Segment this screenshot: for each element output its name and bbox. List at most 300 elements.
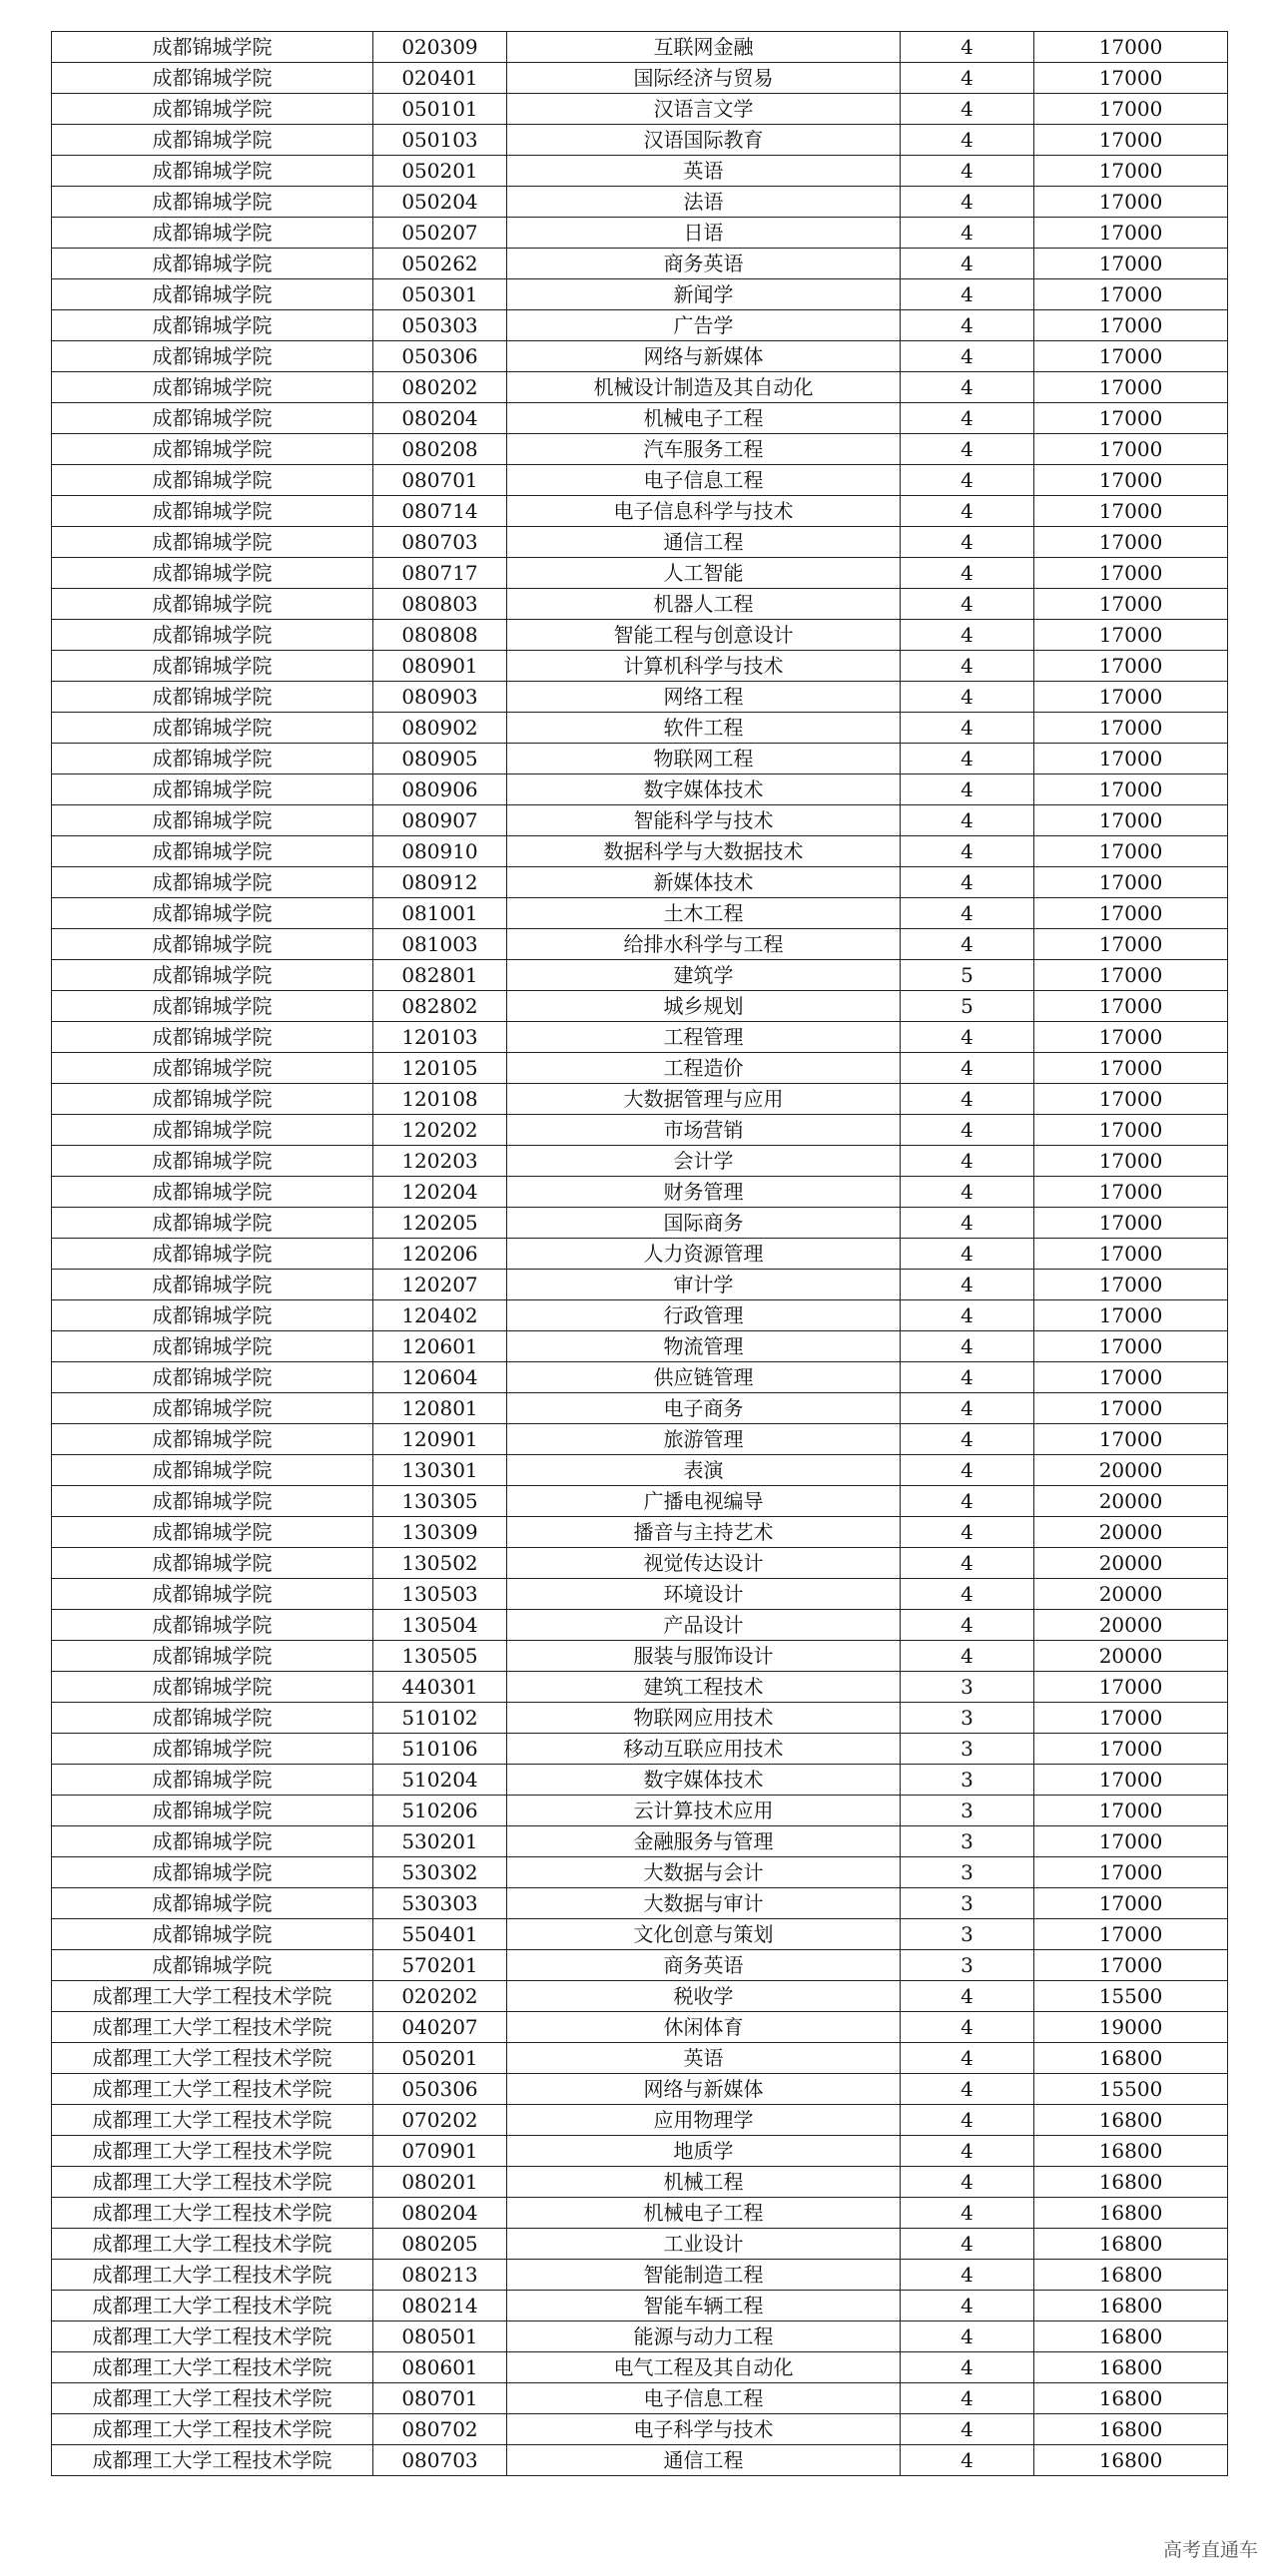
major-name-cell: 机械设计制造及其自动化 bbox=[507, 372, 901, 403]
major-name-cell: 休闲体育 bbox=[507, 2012, 901, 2043]
table-row bbox=[52, 1548, 1228, 1579]
tuition-cell: 17000 bbox=[1034, 1424, 1228, 1455]
school-cell: 成都锦城学院 bbox=[52, 465, 373, 496]
tuition-cell: 17000 bbox=[1034, 651, 1228, 682]
major-name-cell: 商务英语 bbox=[507, 249, 901, 279]
duration-cell: 4 bbox=[901, 63, 1034, 94]
duration-cell: 4 bbox=[901, 2012, 1034, 2043]
school-cell: 成都锦城学院 bbox=[52, 1270, 373, 1300]
school-cell: 成都锦城学院 bbox=[52, 1796, 373, 1826]
major-code-cell: 510102 bbox=[373, 1703, 507, 1734]
major-name-cell: 电子科学与技术 bbox=[507, 2414, 901, 2445]
tuition-cell: 17000 bbox=[1034, 341, 1228, 372]
major-name-cell: 物联网应用技术 bbox=[507, 1703, 901, 1734]
major-name-cell: 网络与新媒体 bbox=[507, 341, 901, 372]
tuition-cell: 17000 bbox=[1034, 1765, 1228, 1796]
table-row bbox=[52, 2105, 1228, 2136]
duration-cell: 4 bbox=[901, 2260, 1034, 2291]
school-cell: 成都锦城学院 bbox=[52, 1053, 373, 1084]
major-name-cell: 大数据管理与应用 bbox=[507, 1084, 901, 1115]
tuition-cell: 17000 bbox=[1034, 1703, 1228, 1734]
duration-cell: 4 bbox=[901, 1424, 1034, 1455]
tuition-cell: 17000 bbox=[1034, 465, 1228, 496]
tuition-cell: 17000 bbox=[1034, 1053, 1228, 1084]
major-name-cell: 地质学 bbox=[507, 2136, 901, 2167]
major-name-cell: 会计学 bbox=[507, 1146, 901, 1177]
table-row bbox=[52, 1393, 1228, 1424]
major-code-cell: 050303 bbox=[373, 310, 507, 341]
school-cell: 成都锦城学院 bbox=[52, 1517, 373, 1548]
school-cell: 成都锦城学院 bbox=[52, 774, 373, 805]
duration-cell: 4 bbox=[901, 279, 1034, 310]
table-row bbox=[52, 744, 1228, 774]
tuition-cell: 17000 bbox=[1034, 310, 1228, 341]
table-row bbox=[52, 867, 1228, 898]
school-cell: 成都锦城学院 bbox=[52, 805, 373, 836]
major-code-cell: 050262 bbox=[373, 249, 507, 279]
table-row bbox=[52, 836, 1228, 867]
table-row bbox=[52, 1796, 1228, 1826]
tuition-cell: 17000 bbox=[1034, 744, 1228, 774]
major-name-cell: 通信工程 bbox=[507, 527, 901, 558]
school-cell: 成都锦城学院 bbox=[52, 1084, 373, 1115]
tuition-cell: 16800 bbox=[1034, 2105, 1228, 2136]
table-row bbox=[52, 713, 1228, 744]
duration-cell: 4 bbox=[901, 867, 1034, 898]
table-row bbox=[52, 125, 1228, 156]
duration-cell: 4 bbox=[901, 2136, 1034, 2167]
major-code-cell: 120103 bbox=[373, 1022, 507, 1053]
major-code-cell: 080205 bbox=[373, 2229, 507, 2260]
major-code-cell: 082801 bbox=[373, 960, 507, 991]
duration-cell: 5 bbox=[901, 960, 1034, 991]
duration-cell: 4 bbox=[901, 1177, 1034, 1208]
major-code-cell: 130504 bbox=[373, 1610, 507, 1641]
major-name-cell: 建筑工程技术 bbox=[507, 1672, 901, 1703]
major-name-cell: 城乡规划 bbox=[507, 991, 901, 1022]
major-code-cell: 130309 bbox=[373, 1517, 507, 1548]
table-row bbox=[52, 2012, 1228, 2043]
tuition-cell: 17000 bbox=[1034, 867, 1228, 898]
major-code-cell: 050306 bbox=[373, 2074, 507, 2105]
duration-cell: 4 bbox=[901, 496, 1034, 527]
school-cell: 成都理工大学工程技术学院 bbox=[52, 2291, 373, 2321]
major-code-cell: 080905 bbox=[373, 744, 507, 774]
school-cell: 成都锦城学院 bbox=[52, 341, 373, 372]
table-row bbox=[52, 465, 1228, 496]
duration-cell: 5 bbox=[901, 991, 1034, 1022]
tuition-cell: 17000 bbox=[1034, 1331, 1228, 1362]
major-name-cell: 移动互联应用技术 bbox=[507, 1734, 901, 1765]
school-cell: 成都锦城学院 bbox=[52, 867, 373, 898]
school-cell: 成都锦城学院 bbox=[52, 434, 373, 465]
tuition-cell: 17000 bbox=[1034, 1084, 1228, 1115]
tuition-cell: 20000 bbox=[1034, 1641, 1228, 1672]
major-code-cell: 020202 bbox=[373, 1981, 507, 2012]
duration-cell: 4 bbox=[901, 32, 1034, 63]
duration-cell: 4 bbox=[901, 310, 1034, 341]
table-row bbox=[52, 1857, 1228, 1888]
duration-cell: 4 bbox=[901, 1981, 1034, 2012]
major-code-cell: 080717 bbox=[373, 558, 507, 589]
duration-cell: 4 bbox=[901, 774, 1034, 805]
duration-cell: 4 bbox=[901, 2291, 1034, 2321]
major-name-cell: 供应链管理 bbox=[507, 1362, 901, 1393]
table-row bbox=[52, 2321, 1228, 2352]
duration-cell: 4 bbox=[901, 94, 1034, 125]
school-cell: 成都锦城学院 bbox=[52, 682, 373, 713]
tuition-cell: 20000 bbox=[1034, 1579, 1228, 1610]
major-name-cell: 电气工程及其自动化 bbox=[507, 2352, 901, 2383]
school-cell: 成都锦城学院 bbox=[52, 713, 373, 744]
major-code-cell: 050204 bbox=[373, 187, 507, 218]
major-name-cell: 应用物理学 bbox=[507, 2105, 901, 2136]
school-cell: 成都锦城学院 bbox=[52, 1393, 373, 1424]
school-cell: 成都理工大学工程技术学院 bbox=[52, 2167, 373, 2198]
table-row bbox=[52, 2198, 1228, 2229]
school-cell: 成都锦城学院 bbox=[52, 1950, 373, 1981]
school-cell: 成都锦城学院 bbox=[52, 898, 373, 929]
school-cell: 成都锦城学院 bbox=[52, 310, 373, 341]
major-code-cell: 070202 bbox=[373, 2105, 507, 2136]
major-code-cell: 080912 bbox=[373, 867, 507, 898]
tuition-cell: 20000 bbox=[1034, 1517, 1228, 1548]
duration-cell: 4 bbox=[901, 1486, 1034, 1517]
major-name-cell: 审计学 bbox=[507, 1270, 901, 1300]
tuition-cell: 17000 bbox=[1034, 1857, 1228, 1888]
duration-cell: 4 bbox=[901, 1270, 1034, 1300]
major-name-cell: 云计算技术应用 bbox=[507, 1796, 901, 1826]
major-name-cell: 日语 bbox=[507, 218, 901, 249]
major-name-cell: 计算机科学与技术 bbox=[507, 651, 901, 682]
school-cell: 成都锦城学院 bbox=[52, 1826, 373, 1857]
table-row bbox=[52, 1022, 1228, 1053]
major-code-cell: 130301 bbox=[373, 1455, 507, 1486]
table-row bbox=[52, 1734, 1228, 1765]
table-row bbox=[52, 805, 1228, 836]
table-row bbox=[52, 341, 1228, 372]
school-cell: 成都锦城学院 bbox=[52, 63, 373, 94]
major-code-cell: 120203 bbox=[373, 1146, 507, 1177]
table-row bbox=[52, 156, 1228, 187]
major-name-cell: 法语 bbox=[507, 187, 901, 218]
duration-cell: 4 bbox=[901, 156, 1034, 187]
school-cell: 成都锦城学院 bbox=[52, 1486, 373, 1517]
school-cell: 成都锦城学院 bbox=[52, 651, 373, 682]
school-cell: 成都锦城学院 bbox=[52, 1424, 373, 1455]
tuition-cell: 17000 bbox=[1034, 372, 1228, 403]
tuition-cell: 16800 bbox=[1034, 2260, 1228, 2291]
major-name-cell: 国际经济与贸易 bbox=[507, 63, 901, 94]
table-row bbox=[52, 434, 1228, 465]
tuition-cell: 17000 bbox=[1034, 1300, 1228, 1331]
table-row bbox=[52, 527, 1228, 558]
duration-cell: 4 bbox=[901, 125, 1034, 156]
tuition-cell: 16800 bbox=[1034, 2445, 1228, 2476]
major-code-cell: 080906 bbox=[373, 774, 507, 805]
duration-cell: 4 bbox=[901, 1084, 1034, 1115]
major-code-cell: 080701 bbox=[373, 465, 507, 496]
duration-cell: 4 bbox=[901, 341, 1034, 372]
major-name-cell: 数据科学与大数据技术 bbox=[507, 836, 901, 867]
major-code-cell: 120206 bbox=[373, 1239, 507, 1270]
major-code-cell: 050207 bbox=[373, 218, 507, 249]
watermark-text: 高考直通车 bbox=[1162, 2539, 1258, 2561]
duration-cell: 4 bbox=[901, 1517, 1034, 1548]
table-row bbox=[52, 1053, 1228, 1084]
tuition-cell: 17000 bbox=[1034, 527, 1228, 558]
duration-cell: 4 bbox=[901, 2167, 1034, 2198]
school-cell: 成都锦城学院 bbox=[52, 218, 373, 249]
major-name-cell: 建筑学 bbox=[507, 960, 901, 991]
duration-cell: 3 bbox=[901, 1765, 1034, 1796]
table-row bbox=[52, 2229, 1228, 2260]
school-cell: 成都理工大学工程技术学院 bbox=[52, 2229, 373, 2260]
tuition-cell: 17000 bbox=[1034, 32, 1228, 63]
table-row bbox=[52, 1424, 1228, 1455]
major-name-cell: 软件工程 bbox=[507, 713, 901, 744]
major-name-cell: 税收学 bbox=[507, 1981, 901, 2012]
table-row bbox=[52, 1084, 1228, 1115]
duration-cell: 4 bbox=[901, 187, 1034, 218]
major-name-cell: 文化创意与策划 bbox=[507, 1919, 901, 1950]
major-name-cell: 机械工程 bbox=[507, 2167, 901, 2198]
tuition-cell: 16800 bbox=[1034, 2414, 1228, 2445]
tuition-cell: 17000 bbox=[1034, 898, 1228, 929]
duration-cell: 3 bbox=[901, 1888, 1034, 1919]
tuition-cell: 17000 bbox=[1034, 1796, 1228, 1826]
duration-cell: 4 bbox=[901, 2229, 1034, 2260]
duration-cell: 4 bbox=[901, 527, 1034, 558]
major-name-cell: 智能制造工程 bbox=[507, 2260, 901, 2291]
major-code-cell: 120601 bbox=[373, 1331, 507, 1362]
school-cell: 成都锦城学院 bbox=[52, 527, 373, 558]
major-code-cell: 120604 bbox=[373, 1362, 507, 1393]
school-cell: 成都锦城学院 bbox=[52, 1146, 373, 1177]
tuition-cell: 17000 bbox=[1034, 1239, 1228, 1270]
tuition-cell: 17000 bbox=[1034, 1672, 1228, 1703]
duration-cell: 4 bbox=[901, 929, 1034, 960]
major-code-cell: 082802 bbox=[373, 991, 507, 1022]
table-row bbox=[52, 1486, 1228, 1517]
duration-cell: 4 bbox=[901, 2414, 1034, 2445]
major-name-cell: 汽车服务工程 bbox=[507, 434, 901, 465]
tuition-cell: 19000 bbox=[1034, 2012, 1228, 2043]
table-row bbox=[52, 1300, 1228, 1331]
major-code-cell: 081003 bbox=[373, 929, 507, 960]
duration-cell: 4 bbox=[901, 1393, 1034, 1424]
major-code-cell: 050201 bbox=[373, 2043, 507, 2074]
major-name-cell: 英语 bbox=[507, 2043, 901, 2074]
major-name-cell: 网络工程 bbox=[507, 682, 901, 713]
major-name-cell: 商务英语 bbox=[507, 1950, 901, 1981]
school-cell: 成都锦城学院 bbox=[52, 279, 373, 310]
duration-cell: 4 bbox=[901, 1548, 1034, 1579]
major-name-cell: 给排水科学与工程 bbox=[507, 929, 901, 960]
major-code-cell: 120108 bbox=[373, 1084, 507, 1115]
duration-cell: 3 bbox=[901, 1703, 1034, 1734]
tuition-cell: 17000 bbox=[1034, 1393, 1228, 1424]
major-code-cell: 440301 bbox=[373, 1672, 507, 1703]
table-row bbox=[52, 249, 1228, 279]
tuition-cell: 20000 bbox=[1034, 1455, 1228, 1486]
duration-cell: 3 bbox=[901, 1672, 1034, 1703]
duration-cell: 4 bbox=[901, 2445, 1034, 2476]
major-name-cell: 新闻学 bbox=[507, 279, 901, 310]
tuition-cell: 17000 bbox=[1034, 1734, 1228, 1765]
school-cell: 成都锦城学院 bbox=[52, 1177, 373, 1208]
school-cell: 成都锦城学院 bbox=[52, 744, 373, 774]
school-cell: 成都理工大学工程技术学院 bbox=[52, 2136, 373, 2167]
table-row bbox=[52, 651, 1228, 682]
school-cell: 成都锦城学院 bbox=[52, 960, 373, 991]
major-code-cell: 530303 bbox=[373, 1888, 507, 1919]
major-name-cell: 国际商务 bbox=[507, 1208, 901, 1239]
school-cell: 成都理工大学工程技术学院 bbox=[52, 2383, 373, 2414]
major-code-cell: 020401 bbox=[373, 63, 507, 94]
major-code-cell: 120801 bbox=[373, 1393, 507, 1424]
major-name-cell: 电子信息工程 bbox=[507, 2383, 901, 2414]
tuition-cell: 17000 bbox=[1034, 1950, 1228, 1981]
school-cell: 成都锦城学院 bbox=[52, 558, 373, 589]
major-code-cell: 050201 bbox=[373, 156, 507, 187]
duration-cell: 4 bbox=[901, 1641, 1034, 1672]
tuition-cell: 17000 bbox=[1034, 156, 1228, 187]
major-name-cell: 数字媒体技术 bbox=[507, 1765, 901, 1796]
table-row bbox=[52, 2383, 1228, 2414]
school-cell: 成都锦城学院 bbox=[52, 187, 373, 218]
school-cell: 成都锦城学院 bbox=[52, 1331, 373, 1362]
major-code-cell: 080903 bbox=[373, 682, 507, 713]
school-cell: 成都锦城学院 bbox=[52, 1888, 373, 1919]
tuition-cell: 17000 bbox=[1034, 94, 1228, 125]
table-row bbox=[52, 774, 1228, 805]
tuition-cell: 17000 bbox=[1034, 434, 1228, 465]
major-code-cell: 080703 bbox=[373, 527, 507, 558]
school-cell: 成都理工大学工程技术学院 bbox=[52, 2074, 373, 2105]
major-name-cell: 电子商务 bbox=[507, 1393, 901, 1424]
major-name-cell: 工业设计 bbox=[507, 2229, 901, 2260]
major-name-cell: 英语 bbox=[507, 156, 901, 187]
major-name-cell: 旅游管理 bbox=[507, 1424, 901, 1455]
major-code-cell: 080208 bbox=[373, 434, 507, 465]
tuition-cell: 17000 bbox=[1034, 774, 1228, 805]
duration-cell: 4 bbox=[901, 682, 1034, 713]
table-row bbox=[52, 1455, 1228, 1486]
major-name-cell: 能源与动力工程 bbox=[507, 2321, 901, 2352]
major-code-cell: 080803 bbox=[373, 589, 507, 620]
major-code-cell: 080910 bbox=[373, 836, 507, 867]
major-name-cell: 大数据与审计 bbox=[507, 1888, 901, 1919]
major-name-cell: 播音与主持艺术 bbox=[507, 1517, 901, 1548]
table-row bbox=[52, 1177, 1228, 1208]
tuition-cell: 17000 bbox=[1034, 558, 1228, 589]
major-code-cell: 510206 bbox=[373, 1796, 507, 1826]
major-name-cell: 数字媒体技术 bbox=[507, 774, 901, 805]
table-row bbox=[52, 1331, 1228, 1362]
major-code-cell: 080701 bbox=[373, 2383, 507, 2414]
table-row bbox=[52, 2074, 1228, 2105]
major-code-cell: 080204 bbox=[373, 403, 507, 434]
duration-cell: 4 bbox=[901, 1579, 1034, 1610]
tuition-cell: 17000 bbox=[1034, 1888, 1228, 1919]
table-row bbox=[52, 1888, 1228, 1919]
school-cell: 成都锦城学院 bbox=[52, 372, 373, 403]
tuition-cell: 17000 bbox=[1034, 63, 1228, 94]
table-row bbox=[52, 496, 1228, 527]
major-name-cell: 大数据与会计 bbox=[507, 1857, 901, 1888]
major-name-cell: 行政管理 bbox=[507, 1300, 901, 1331]
duration-cell: 4 bbox=[901, 434, 1034, 465]
duration-cell: 4 bbox=[901, 713, 1034, 744]
major-code-cell: 130305 bbox=[373, 1486, 507, 1517]
duration-cell: 4 bbox=[901, 1362, 1034, 1393]
tuition-table bbox=[51, 31, 1228, 2476]
school-cell: 成都锦城学院 bbox=[52, 1208, 373, 1239]
school-cell: 成都理工大学工程技术学院 bbox=[52, 1981, 373, 2012]
table-row bbox=[52, 1641, 1228, 1672]
school-cell: 成都理工大学工程技术学院 bbox=[52, 2445, 373, 2476]
major-name-cell: 汉语国际教育 bbox=[507, 125, 901, 156]
tuition-cell: 16800 bbox=[1034, 2198, 1228, 2229]
major-code-cell: 050101 bbox=[373, 94, 507, 125]
table-row bbox=[52, 1146, 1228, 1177]
major-code-cell: 050301 bbox=[373, 279, 507, 310]
school-cell: 成都理工大学工程技术学院 bbox=[52, 2043, 373, 2074]
major-code-cell: 080214 bbox=[373, 2291, 507, 2321]
tuition-cell: 17000 bbox=[1034, 805, 1228, 836]
school-cell: 成都锦城学院 bbox=[52, 156, 373, 187]
duration-cell: 4 bbox=[901, 1022, 1034, 1053]
table-row bbox=[52, 682, 1228, 713]
school-cell: 成都锦城学院 bbox=[52, 836, 373, 867]
major-name-cell: 工程造价 bbox=[507, 1053, 901, 1084]
duration-cell: 3 bbox=[901, 1826, 1034, 1857]
school-cell: 成都锦城学院 bbox=[52, 1919, 373, 1950]
major-name-cell: 通信工程 bbox=[507, 2445, 901, 2476]
major-name-cell: 新媒体技术 bbox=[507, 867, 901, 898]
tuition-cell: 16800 bbox=[1034, 2136, 1228, 2167]
tuition-cell: 16800 bbox=[1034, 2352, 1228, 2383]
major-name-cell: 产品设计 bbox=[507, 1610, 901, 1641]
duration-cell: 3 bbox=[901, 1734, 1034, 1765]
table-row bbox=[52, 991, 1228, 1022]
school-cell: 成都锦城学院 bbox=[52, 991, 373, 1022]
table-row bbox=[52, 94, 1228, 125]
table-row bbox=[52, 558, 1228, 589]
school-cell: 成都锦城学院 bbox=[52, 32, 373, 63]
duration-cell: 4 bbox=[901, 1208, 1034, 1239]
tuition-cell: 17000 bbox=[1034, 218, 1228, 249]
table-row bbox=[52, 1610, 1228, 1641]
major-code-cell: 120105 bbox=[373, 1053, 507, 1084]
school-cell: 成都理工大学工程技术学院 bbox=[52, 2321, 373, 2352]
duration-cell: 4 bbox=[901, 465, 1034, 496]
duration-cell: 4 bbox=[901, 1115, 1034, 1146]
major-code-cell: 080501 bbox=[373, 2321, 507, 2352]
tuition-cell: 17000 bbox=[1034, 713, 1228, 744]
table-row bbox=[52, 310, 1228, 341]
major-code-cell: 040207 bbox=[373, 2012, 507, 2043]
major-code-cell: 120202 bbox=[373, 1115, 507, 1146]
tuition-cell: 17000 bbox=[1034, 249, 1228, 279]
tuition-cell: 20000 bbox=[1034, 1548, 1228, 1579]
major-code-cell: 570201 bbox=[373, 1950, 507, 1981]
school-cell: 成都理工大学工程技术学院 bbox=[52, 2352, 373, 2383]
table-row bbox=[52, 1362, 1228, 1393]
school-cell: 成都锦城学院 bbox=[52, 620, 373, 651]
school-cell: 成都锦城学院 bbox=[52, 1641, 373, 1672]
